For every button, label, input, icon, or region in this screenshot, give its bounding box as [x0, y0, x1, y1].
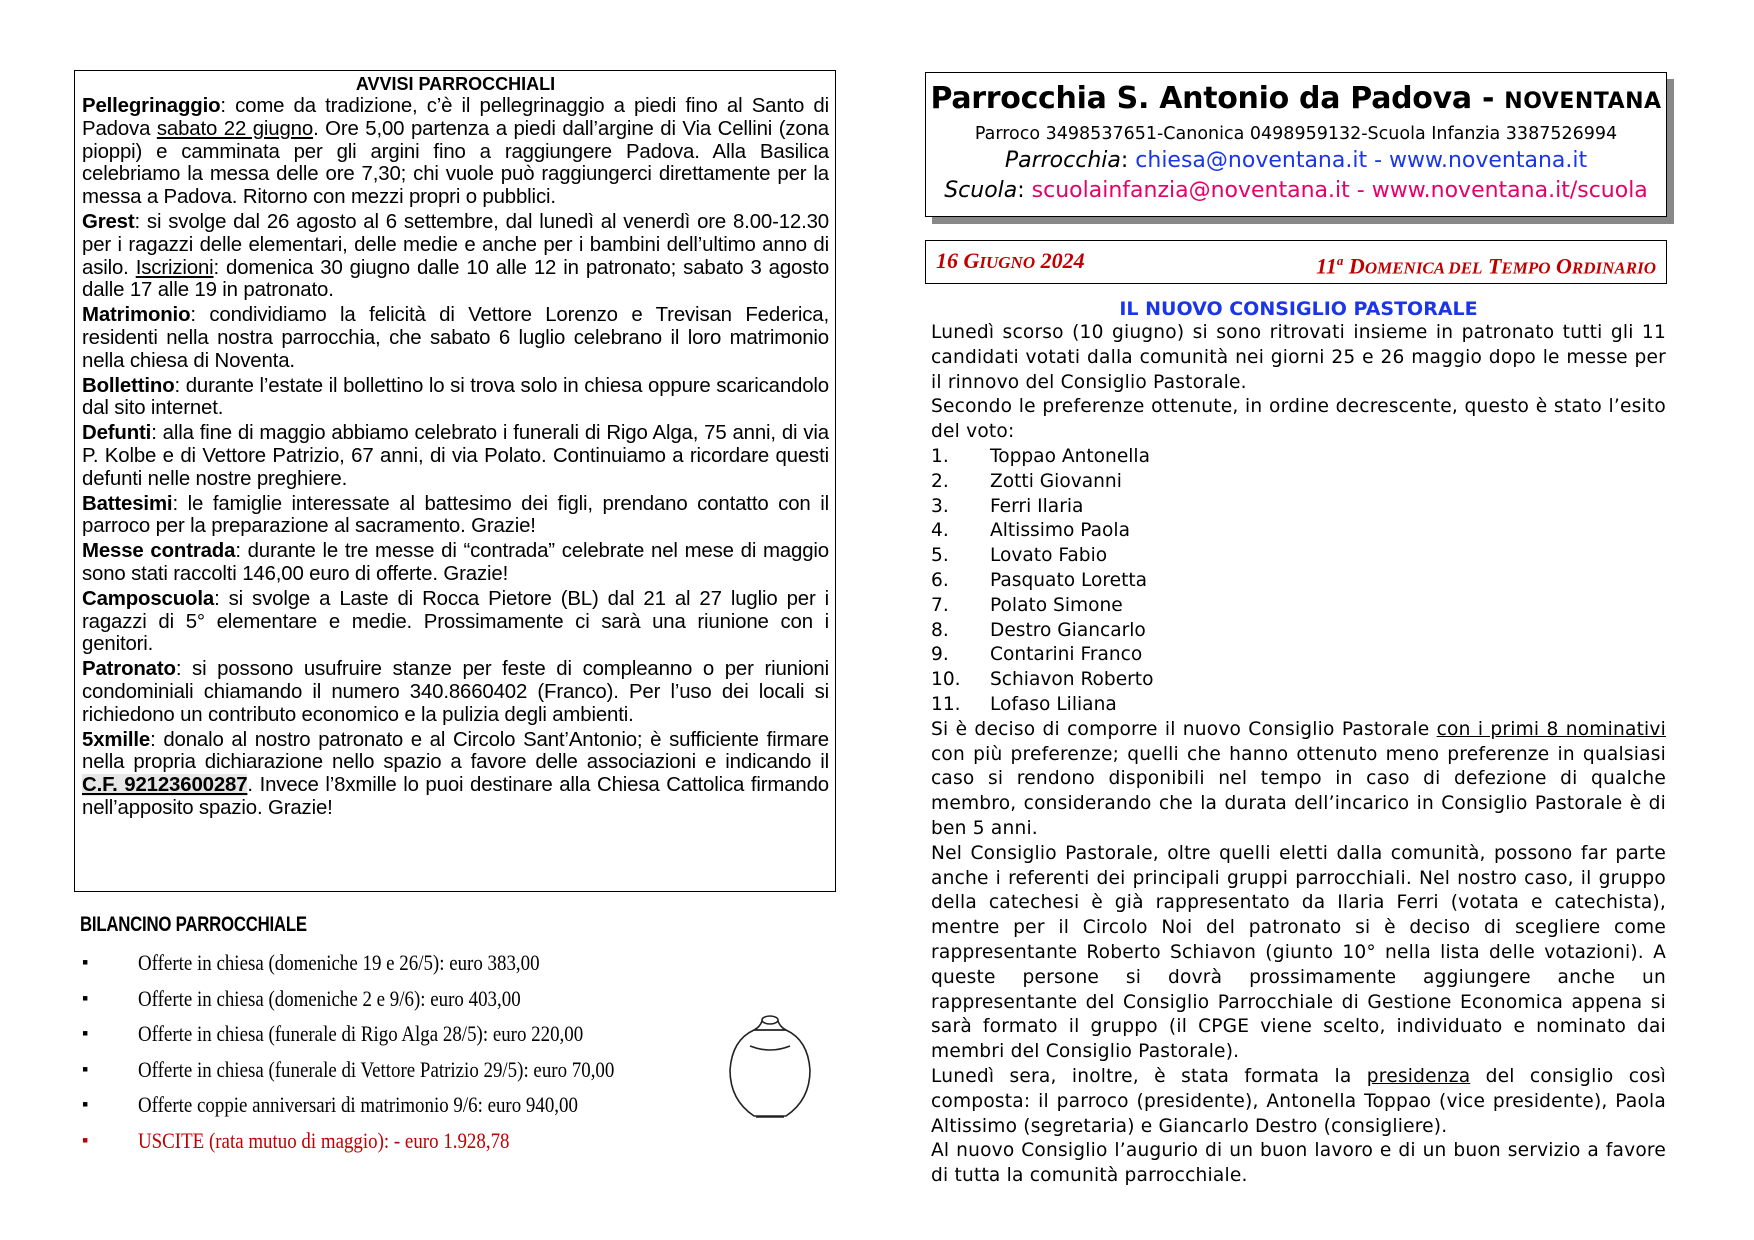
avvisi-title: AVVISI PARROCCHIALI: [355, 74, 556, 94]
candidate-item: 1. Toppao Antonella: [931, 445, 1150, 467]
article-paragraph: Lunedì scorso (10 giugno) si sono ritrovati insieme in patronato tutti gli 11 candidati votati dalla comunità nei giorni 25 e 26 maggio dopo le messe per il rinnovo del Consiglio Pastorale.: [931, 322, 1666, 393]
candidate-item: 3. Ferri Ilaria: [931, 495, 1084, 517]
candidate-item: 2. Zotti Giovanni: [931, 470, 1122, 492]
avviso-defunti: Defunti: alla fine di maggio abbiamo celebrato i funerali di Rigo Alga, 75 anni, di via P. Kolbe e di Vettore Patrizio, 67 anni, di via Polato. Continuiamo a ricordare questi defunti nelle nostre preghiere.: [82, 422, 829, 490]
bilancino-section: [80, 913, 720, 1158]
parish-site-link[interactable]: www.noventana.it: [1389, 148, 1588, 173]
candidate-item: 10. Schiavon Roberto: [931, 669, 1154, 691]
codice-fiscale: C.F. 92123600287: [82, 774, 248, 797]
bilancino-uscite: ▪ USCITE (rata mutuo di maggio): - euro 1.928,78: [82, 1127, 510, 1153]
article-paragraph: Secondo le preferenze ottenute, in ordine decrescente, questo è stato l’esito del voto:: [931, 396, 1666, 443]
article-title: IL NUOVO CONSIGLIO PASTORALE: [1119, 298, 1478, 320]
bilancino-title: BILANCINO PARROCCHIALE: [80, 913, 307, 936]
liturgical-sunday: 11$^a$ DOMENICA DEL TEMPO ORDINARIO: [1316, 253, 1656, 279]
candidate-item: 8. Destro Giancarlo: [931, 619, 1146, 641]
parish-phones: Parroco 3498537651-Canonica 0498959132-Scuola Infanzia 3387526994: [974, 124, 1618, 144]
avviso-battesimi: Battesimi: le famiglie interessate al battesimo dei figli, prendano contatto con il parroco per la preparazione al sacramento. Grazie!: [82, 492, 829, 538]
bilancino-item: ▪ Offerte in chiesa (funerale di Vettore Patrizio 29/5): euro 70,00: [82, 1056, 615, 1082]
candidate-item: 4. Altissimo Paola: [931, 520, 1130, 542]
candidates-list: [931, 445, 1666, 718]
bilancino-item: ▪ Offerte in chiesa (domeniche 2 e 9/6): euro 403,00: [82, 985, 521, 1011]
bilancino-item: ▪ Offerte coppie anniversari di matrimonio 9/6: euro 940,00: [82, 1092, 578, 1117]
avviso-bollettino: Bollettino: durante l’estate il bollettino lo si trova solo in chiesa oppure scaricandolo dal sito internet.: [82, 374, 829, 420]
school-site-link[interactable]: www.noventana.it/scuola: [1371, 178, 1648, 203]
bilancino-list: [80, 945, 720, 1158]
school-email-link[interactable]: scuolainfanzia@noventana.it: [1031, 178, 1350, 203]
candidate-item: 5. Lovato Fabio: [931, 545, 1108, 567]
avviso-messe-contrada: Messe contrada: durante le tre messe di “contrada” celebrate nel mese di maggio sono stati raccolti 146,00 euro di offerte. Grazie!: [82, 540, 829, 585]
avviso-patronato: Patronato: si possono usufruire stanze per feste di compleanno o per riunioni condominiali chiamando il numero 340.8660402 (Franco). Per l’uso dei locali si richiedono un contributo economico e la pulizia degli ambienti.: [82, 658, 829, 726]
candidate-item: 7. Polato Simone: [931, 594, 1123, 616]
school-contacts: Scuola: scuolainfanzia@noventana.it - www.noventana.it/scuola: [944, 178, 1648, 203]
bilancino-item: ▪ Offerte in chiesa (funerale di Rigo Alga 28/5): euro 220,00: [82, 1021, 584, 1046]
article-paragraph: Lunedì sera, inoltre, è stata formata la presidenza del consiglio così composta: il parroco (presidente), Antonella Toppao (vice presidente), Paola Altissimo (segretaria) e Giancarlo Destro (consigliere).: [931, 1065, 1666, 1137]
avviso-camposcuola: Camposcuola: si svolge a Laste di Rocca Pietore (BL) dal 21 al 27 luglio per i ragazzi di 5° elementare e medie. Prossimamente ci sarà una riunione con i genitori.: [82, 587, 829, 656]
avvisi-box: [74, 70, 836, 892]
avviso-5xmille: 5xmille: donalo al nostro patronato e al Circolo Sant’Antonio; è sufficiente firmare nella propria dichiarazione nello spazio a favore delle associazioni e indicando il C.F. 92123600287. Invece l’8xmille lo puoi destinare alla Chiesa Cattolica firmando nell’apposito spazio. Grazie!: [82, 728, 830, 819]
date-line: [925, 240, 1667, 284]
avviso-grest: Grest: si svolge dal 26 agosto al 6 settembre, dal lunedì al venerdì ore 8.00-12.30 per i ragazzi delle elementari, delle medie e anche per i bambini dell’ultimo anno di asilo. Iscrizioni: domenica 30 giugno dalle 10 alle 12 in patronato; sabato 3 agosto dalle 17 alle 19 in patronato.: [82, 210, 830, 302]
candidate-item: 11. Lofaso Liliana: [931, 693, 1117, 715]
article-paragraph: Nel Consiglio Pastorale, oltre quelli eletti dalla comunità, possono far parte anche i referenti dei principali gruppi parrocchiali. Nel nostro caso, il gruppo della catechesi è già rappresentato da Ilaria Ferri (votata e catechista), mentre per il Circolo Noi del patronato si è deciso di scegliere come rappresentante Roberto Schiavon (giunto 10° nella lista delle votazioni). A queste persone si dovrà prossimamente aggiungere anche un rappresentante del Consiglio Parrocchiale di Gestione Economica appena si sarà formato il gruppo (il CPGE viene scelto, individuato e nominato dai membri del Consiglio Pastorale).: [931, 842, 1666, 1063]
avviso-matrimonio: Matrimonio: condividiamo la felicità di Vettore Lorenzo e Trevisan Federica, residenti nella nostra parrocchia, che sabato 6 luglio celebrano il loro matrimonio nella chiesa di Noventa.: [82, 304, 829, 372]
avviso-pellegrinaggio: Pellegrinaggio: come da tradizione, c’è il pellegrinaggio a piedi fino al Santo di Padova sabato 22 giugno. Ore 5,00 partenza a piedi dall’argine di Via Cellini (zona pioppi) e camminata per gli argini fino a raggiungere Padova. Alla Basilica celebriamo la messa delle ore 7,30; chi vuole può raggiungerci direttamente per la messa a Padova. Ritorno con mezzi propri o pubblici.: [82, 95, 829, 209]
candidate-item: 6. Pasquato Loretta: [931, 569, 1148, 591]
consiglio-article: [931, 297, 1666, 1189]
bilancino-item: ▪ Offerte in chiesa (domeniche 19 e 26/5): euro 383,00: [82, 950, 540, 975]
candidate-item: 9. Contarini Franco: [931, 644, 1143, 666]
money-jar-icon: [720, 1012, 820, 1122]
parish-title: Parrocchia S. Antonio da Padova - NOVENTANA: [930, 81, 1662, 116]
parish-email-link[interactable]: chiesa@noventana.it: [1135, 148, 1368, 173]
parish-contacts: Parrocchia: chiesa@noventana.it - www.noventana.it: [1004, 148, 1588, 173]
article-paragraph: Si è deciso di comporre il nuovo Consiglio Pastorale con i primi 8 nominativi con più preferenze; quelli che hanno ottenuto meno preferenze in qualsiasi caso si rendono disponibili nel tempo in caso di defezione di qualche membro, considerando che la durata dell’incarico in Consiglio Pastorale è di ben 5 anni.: [931, 718, 1666, 839]
parish-header: [925, 72, 1667, 217]
article-paragraph: Al nuovo Consiglio l’augurio di un buon lavoro e di un buon servizio a favore di tutta la comunità parrocchiale.: [931, 1140, 1666, 1187]
issue-date: 16 GIUGNO 2024: [936, 248, 1085, 273]
